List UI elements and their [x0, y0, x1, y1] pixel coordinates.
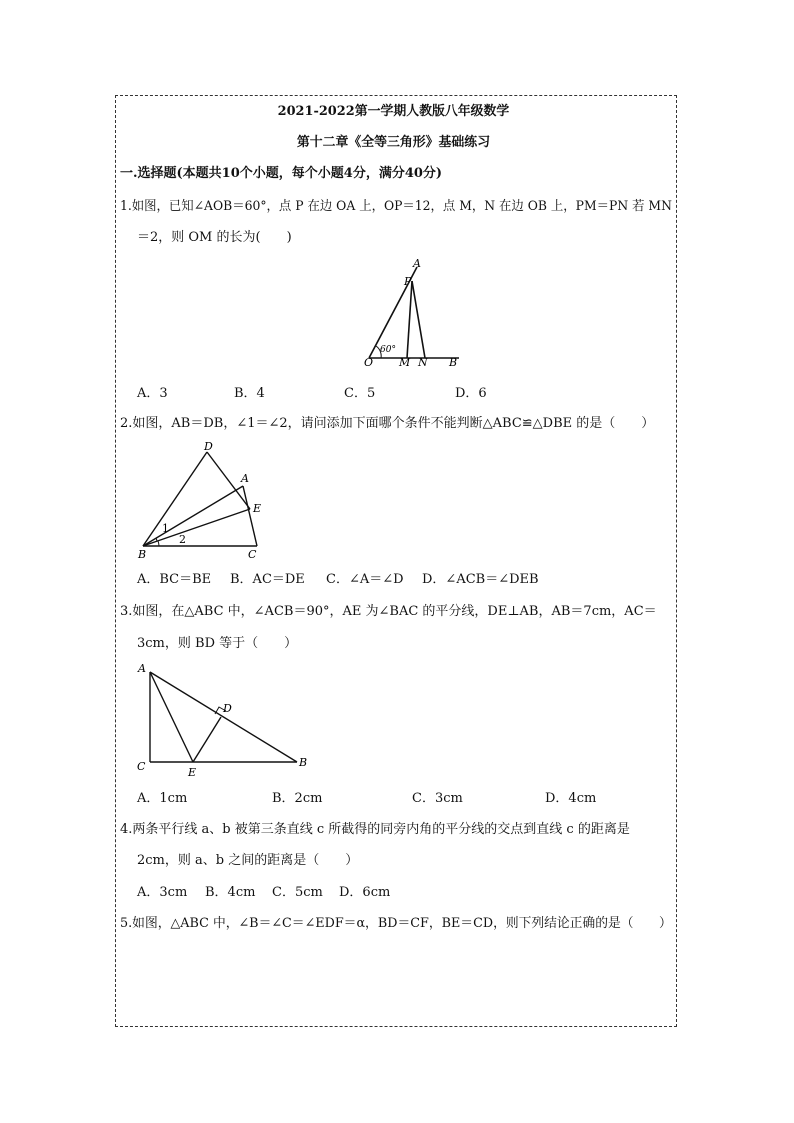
question-4-line-2: 2cm，则 a、b 之间的距离是（ ） — [137, 853, 359, 868]
q2-label-e: E — [253, 502, 262, 515]
page-title: 2021-2022第一学期人教版八年级数学 — [277, 104, 510, 119]
q1-segment-pm — [407, 281, 412, 358]
q2-option-c[interactable]: C．∠A＝∠D — [326, 572, 404, 587]
q1-label-b: B — [449, 356, 458, 369]
q2-label-1: 1 — [162, 522, 169, 535]
section-heading: 一.选择题(本题共10个小题，每个小题4分，满分40分) — [120, 166, 443, 181]
question-4-line-1: 4.两条平行线 a、b 被第三条直线 c 所截得的同旁内角的平分线的交点到直线 c 的距离是 — [120, 822, 630, 837]
q2-label-d: D — [204, 440, 213, 453]
q1-option-c[interactable]: C．5 — [344, 386, 376, 401]
question-5-line-1: 5.如图，△ABC 中，∠B＝∠C＝∠EDF＝α，BD＝CF，BE＝CD，则下列结论正确的是（ ） — [120, 916, 672, 931]
q1-segment-pn — [412, 281, 425, 358]
q1-option-a[interactable]: A．3 — [137, 386, 168, 401]
question-1-line-2: ＝2，则 OM 的长为( ) — [137, 230, 292, 245]
q1-label-angle: 60° — [380, 345, 396, 355]
q1-option-d[interactable]: D．6 — [455, 386, 487, 401]
q2-label-2: 2 — [179, 533, 186, 546]
q3-de — [193, 717, 221, 762]
q1-label-o: O — [364, 356, 374, 369]
question-1-line-1: 1.如图，已知∠AOB＝60°，点 P 在边 OA 上，OP＝12，点 M，N 在边 OB 上，PM＝PN 若 MN — [120, 199, 672, 214]
q3-label-a: A — [138, 662, 146, 675]
q2-ac — [243, 486, 257, 546]
q2-option-a[interactable]: A．BC＝BE — [137, 572, 212, 587]
question-3-line-2: 3cm，则 BD 等于（ ） — [137, 636, 298, 651]
q2-option-d[interactable]: D．∠ACB＝∠DEB — [422, 572, 539, 587]
q3-label-d: D — [223, 702, 232, 715]
q4-option-b[interactable]: B．4cm — [205, 885, 256, 900]
question-2-figure — [135, 440, 275, 565]
question-3-line-1: 3.如图，在△ABC 中，∠ACB＝90°，AE 为∠BAC 的平分线，DE⊥AB，AB＝7cm，AC＝ — [120, 604, 657, 619]
q3-label-b: B — [299, 756, 308, 769]
q3-option-a[interactable]: A．1cm — [137, 791, 188, 806]
q4-option-a[interactable]: A．3cm — [137, 885, 188, 900]
q3-label-e: E — [188, 766, 197, 779]
page-subtitle: 第十二章《全等三角形》基础练习 — [296, 135, 491, 150]
q4-option-c[interactable]: C．5cm — [272, 885, 323, 900]
q2-bd — [143, 452, 207, 546]
q2-label-c: C — [248, 548, 257, 561]
q2-label-a: A — [241, 472, 249, 485]
q1-label-p: P — [404, 275, 412, 288]
q2-angle-2-arc — [158, 541, 159, 546]
q3-option-b[interactable]: B．2cm — [272, 791, 323, 806]
q1-label-a: A — [413, 257, 421, 270]
q2-label-b: B — [138, 548, 147, 561]
question-3-figure — [135, 660, 315, 780]
q3-label-c: C — [137, 760, 146, 773]
q1-label-m: M — [399, 356, 411, 369]
q2-option-b[interactable]: B．AC＝DE — [230, 572, 305, 587]
q1-option-b[interactable]: B．4 — [234, 386, 265, 401]
q3-option-c[interactable]: C．3cm — [412, 791, 463, 806]
question-2-line-1: 2.如图，AB＝DB，∠1＝∠2，请问添加下面哪个条件不能判断△ABC≌△DBE 的是（ ） — [120, 416, 655, 431]
q3-option-d[interactable]: D．4cm — [545, 791, 597, 806]
q4-option-d[interactable]: D．6cm — [339, 885, 391, 900]
question-1-figure — [355, 255, 475, 370]
q1-label-n: N — [418, 356, 428, 369]
